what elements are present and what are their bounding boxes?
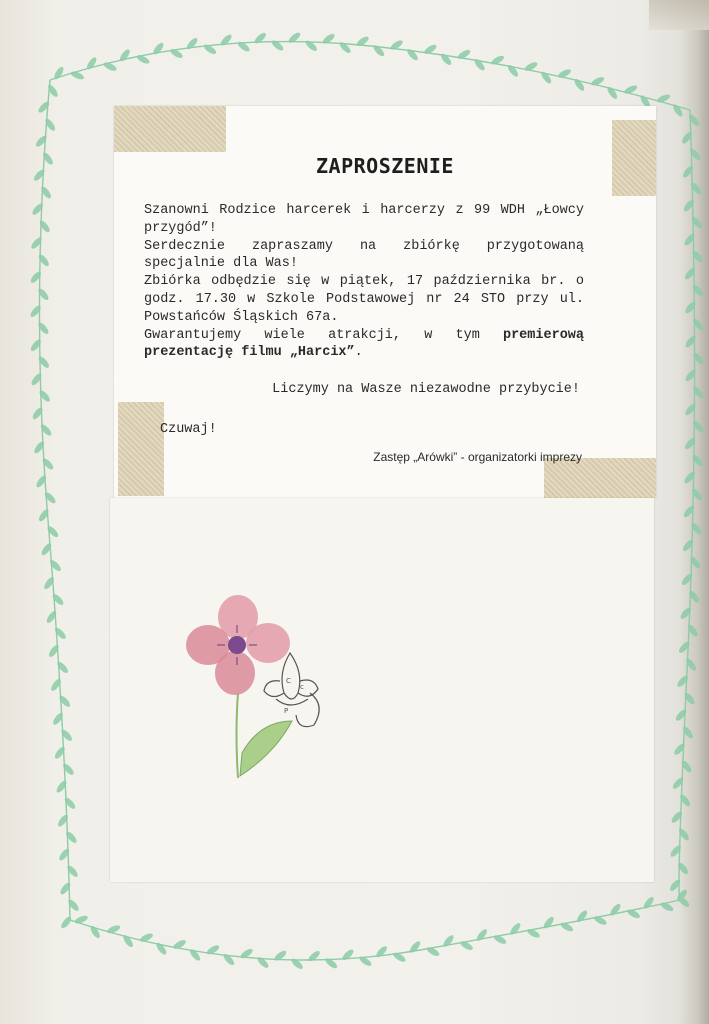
vine-leaf	[692, 351, 706, 366]
vine-leaf	[341, 948, 355, 962]
vine-leaf	[66, 864, 80, 878]
vine-leaf	[60, 728, 74, 742]
vine-leaf	[681, 538, 695, 552]
vine-leaf	[674, 708, 688, 722]
invitation-body	[144, 202, 584, 362]
vine-leaf	[684, 402, 698, 417]
tape-bottom-right	[544, 458, 656, 498]
closing-line: Liczymy na Wasze niezawodne przybycie!	[272, 382, 580, 397]
vine-leaf	[63, 796, 77, 810]
vine-leaf	[56, 660, 70, 674]
vine-leaf	[691, 249, 705, 264]
vine-leaf	[684, 300, 698, 315]
vine-leaf	[671, 776, 685, 790]
vine-leaf	[34, 134, 48, 148]
vine-leaf	[684, 334, 698, 349]
vine-leaf	[290, 957, 304, 971]
paragraph-invite: Serdecznie zapraszamy na zbiórkę przygotowaną specjalnie dla Was!	[144, 238, 584, 272]
drawing-sheet	[110, 498, 654, 882]
vine-leaf	[304, 39, 318, 53]
attractions-text: Gwarantujemy wiele atrakcji, w tym	[144, 327, 503, 343]
vine-leaf	[688, 147, 702, 161]
vine-leaf	[670, 810, 684, 824]
vine-leaf	[64, 830, 78, 844]
scout-lily-icon	[264, 653, 319, 727]
scout-greeting: Czuwaj!	[160, 422, 217, 437]
vine-leaf	[676, 674, 690, 688]
vine-leaf	[58, 694, 72, 708]
flower-drawing	[180, 593, 340, 793]
vine-leaf	[61, 762, 75, 776]
vine-leaf	[679, 606, 693, 620]
vine-leaf	[690, 487, 703, 502]
vine-leaf	[680, 572, 694, 586]
tape-bottom-left	[118, 402, 164, 496]
vine-leaf	[53, 626, 67, 640]
vine-leaf	[682, 198, 695, 213]
vine-leaf	[668, 878, 682, 893]
paragraph-details: Zbiórka odbędzie się w piątek, 17 października br. o godz. 17.30 w Szkole Podstawowej nr 24 STO przy ul. Powstańców Śląskich 67a.	[144, 274, 584, 325]
vine-leaf	[691, 419, 705, 434]
vine-leaf	[59, 915, 72, 930]
vine-leaf	[287, 31, 302, 45]
svg-text:P: P	[284, 707, 289, 715]
tape-top-left	[114, 106, 226, 152]
invitation-sheet	[114, 106, 656, 498]
vine-leaf	[673, 742, 687, 756]
vine-leaf	[41, 457, 55, 471]
vine-leaf	[37, 287, 51, 302]
svg-text:C: C	[286, 677, 291, 685]
vine-leaf	[683, 436, 697, 451]
paragraph-attractions	[144, 327, 584, 363]
vine-leaf	[691, 317, 705, 332]
attractions-bold: premierową prezentację filmu „Harcix”	[144, 327, 584, 361]
paragraph-greeting: Szanowni Rodzice harcerek i harcerzy z 99 WDH „Łowcy przygód”!	[144, 203, 584, 236]
vine-leaf	[67, 898, 81, 912]
vine-leaf	[29, 304, 43, 319]
vine-leaf	[692, 385, 706, 400]
vine-leaf	[29, 338, 43, 353]
svg-text:c: c	[300, 683, 304, 691]
vine-leaf	[39, 423, 53, 437]
vine-leaf	[690, 215, 704, 229]
vine-leaf	[687, 113, 701, 127]
signature: Zastęp „Arówki” - organizatorki imprezy	[373, 450, 582, 464]
vine-leaf	[691, 283, 705, 298]
vine-leaf	[30, 236, 44, 250]
vine-leaf	[690, 521, 703, 536]
vine-leaf	[691, 453, 705, 468]
vine-leaf	[256, 956, 270, 970]
vine-leaf	[676, 861, 689, 876]
vine-leaf	[684, 368, 698, 383]
vine-leaf	[270, 39, 285, 52]
vine-leaf	[682, 504, 696, 518]
invitation-title: ZAPROSZENIE	[316, 154, 454, 178]
vine-leaf	[38, 389, 52, 403]
vine-leaf	[683, 232, 696, 247]
vine-leaf	[37, 321, 51, 336]
vine-leaf	[677, 640, 691, 654]
vine-leaf	[669, 844, 683, 858]
vine-top	[50, 42, 690, 110]
vine-leaf	[31, 202, 45, 216]
vine-leaf	[307, 949, 322, 963]
vine-leaf	[253, 31, 267, 45]
flower-icon	[186, 595, 292, 778]
vine-leaf	[37, 253, 50, 268]
vine-leaf	[683, 266, 696, 281]
vine-leaf	[29, 270, 43, 285]
attractions-end: .	[354, 345, 363, 361]
vine-leaf	[683, 470, 697, 485]
vine-leaf	[37, 355, 51, 369]
vine-leaf	[32, 168, 46, 182]
vine-leaf	[689, 181, 703, 195]
